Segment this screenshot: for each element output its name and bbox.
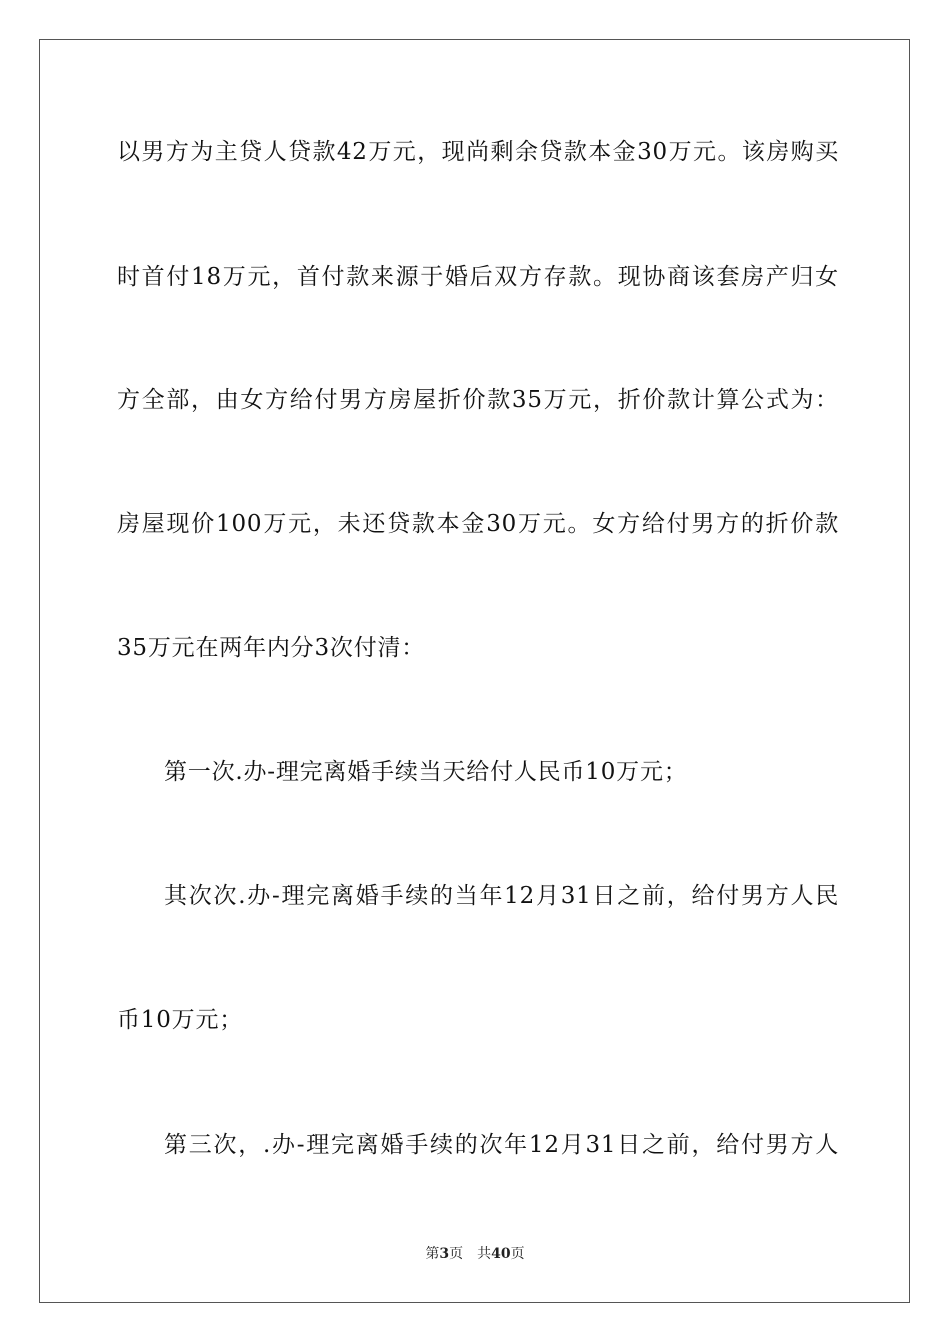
footer-total-pages: 40 bbox=[491, 1246, 511, 1262]
body-line-2: 时首付18万元，首付款来源于婚后双方存款。现协商该套房产归女 bbox=[117, 264, 839, 290]
footer-page-suffix: 页 bbox=[449, 1246, 464, 1262]
body-line-4: 房屋现价100万元，未还贷款本金30万元。女方给付男方的折价款 bbox=[117, 511, 839, 537]
body-line-9: 第三次，.办-理完离婚手续的次年12月31日之前，给付男方人 bbox=[164, 1132, 839, 1158]
body-line-5: 35万元在两年内分3次付清： bbox=[117, 635, 426, 661]
page-frame bbox=[39, 39, 910, 1303]
footer-total-suffix: 页 bbox=[510, 1246, 525, 1262]
footer-page-number: 3 bbox=[439, 1246, 450, 1262]
body-line-1: 以男方为主贷人贷款42万元，现尚剩余贷款本金30万元。该房购买 bbox=[117, 139, 839, 165]
page-footer bbox=[0, 1245, 950, 1263]
body-line-7: 其次次.办-理完离婚手续的当年12月31日之前，给付男方人民 bbox=[164, 883, 839, 909]
body-line-6: 第一次.办-理完离婚手续当天给付人民币10万元； bbox=[164, 759, 688, 785]
body-line-3: 方全部，由女方给付男方房屋折价款35万元，折价款计算公式为： bbox=[117, 387, 839, 413]
body-line-8: 币10万元； bbox=[117, 1007, 244, 1033]
footer-total-prefix: 共 bbox=[477, 1246, 492, 1262]
footer-page-prefix: 第 bbox=[425, 1246, 440, 1262]
